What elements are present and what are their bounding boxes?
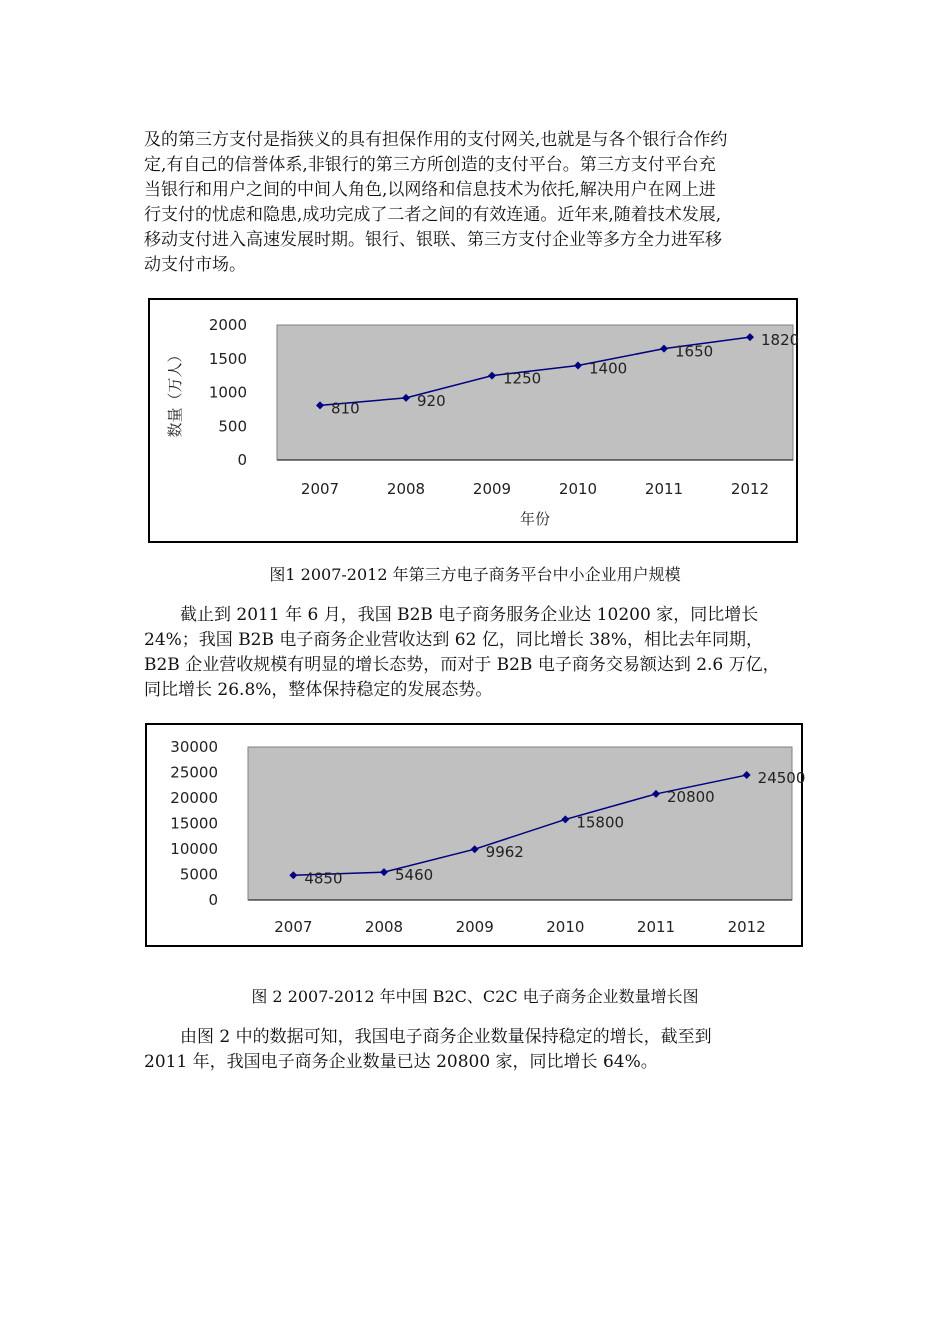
data-label: 5460	[395, 866, 434, 885]
y-tick-label: 25000	[170, 763, 218, 782]
paragraph-line: 由图 2 中的数据可知，我国电子商务企业数量保持稳定的增长，截至到	[180, 1027, 712, 1047]
paragraph-line: 及的第三方支付是指狭义的具有担保作用的支付网关,也就是与各个银行合作约	[144, 130, 728, 150]
x-axis-title: 年份	[519, 510, 551, 528]
data-label: 920	[417, 391, 446, 410]
paragraph-line: 24%；我国 B2B 电子商务企业营收达到 62 亿，同比增长 38%，相比去年同期，	[144, 630, 764, 650]
chart-1	[150, 300, 800, 545]
paragraph-3	[144, 1025, 809, 1075]
data-label: 24500	[757, 769, 805, 788]
paragraph-line: 移动支付进入高速发展时期。银行、银联、第三方支付企业等多方全力进军移	[144, 230, 722, 250]
data-label: 15800	[576, 813, 625, 832]
chart-2	[147, 725, 805, 949]
paragraph-1	[144, 128, 809, 278]
paragraph-line: 截止到 2011 年 6 月，我国 B2B 电子商务服务企业达 10200 家，同比增长	[180, 605, 759, 625]
chart-2-frame	[145, 723, 803, 947]
figure-1-caption: 图1 2007-2012 年第三方电子商务平台中小企业用户规模	[269, 565, 681, 584]
x-tick-label: 2007	[274, 918, 313, 936]
y-tick-label: 5000	[179, 865, 218, 884]
y-axis-title: 数量（万人）	[166, 347, 184, 438]
x-tick-label: 2011	[644, 480, 684, 498]
data-label: 1650	[675, 342, 714, 361]
data-label: 1820	[761, 331, 800, 350]
y-tick-label: 0	[208, 891, 218, 909]
x-tick-label: 2008	[386, 480, 426, 498]
y-tick-label: 0	[237, 451, 247, 469]
paragraph-line: 同比增长 26.8%，整体保持稳定的发展态势。	[144, 680, 493, 700]
paragraph-line: 2011 年，我国电子商务企业数量已达 20800 家，同比增长 64%。	[144, 1052, 658, 1072]
paragraph-line: 行支付的忧虑和隐患,成功完成了二者之间的有效连通。近年来,随着技术发展,	[144, 205, 722, 225]
x-tick-label: 2009	[472, 480, 512, 498]
y-tick-label: 1000	[208, 383, 247, 402]
x-tick-label: 2009	[455, 918, 494, 936]
x-tick-label: 2012	[730, 480, 770, 498]
paragraph-line: 动支付市场。	[144, 255, 246, 275]
x-tick-label: 2008	[364, 918, 404, 936]
data-label: 9962	[485, 843, 524, 862]
x-tick-label: 2012	[727, 918, 766, 936]
x-tick-label: 2011	[636, 918, 676, 936]
data-label: 20800	[667, 787, 715, 806]
paragraph-line: B2B 企业营收规模有明显的增长态势，而对于 B2B 电子商务交易额达到 2.6 万亿，	[144, 655, 780, 675]
y-tick-label: 500	[218, 417, 247, 436]
paragraph-2	[144, 603, 809, 703]
data-label: 4850	[304, 869, 343, 888]
y-tick-label: 15000	[170, 814, 218, 833]
y-tick-label: 1500	[208, 349, 247, 368]
y-tick-label: 20000	[170, 789, 218, 807]
paragraph-line: 定,有自己的信誉体系,非银行的第三方所创造的支付平台。第三方支付平台充	[144, 155, 716, 175]
chart-1-frame	[148, 298, 798, 543]
x-tick-label: 2010	[546, 918, 585, 936]
y-tick-label: 30000	[170, 738, 218, 756]
figure-2-caption: 图 2 2007-2012 年中国 B2C、C2C 电子商务企业数量增长图	[251, 987, 699, 1006]
x-tick-label: 2010	[558, 480, 598, 498]
x-tick-label: 2007	[300, 480, 340, 498]
data-label: 810	[331, 399, 360, 418]
plot-area	[277, 325, 793, 460]
paragraph-line: 当银行和用户之间的中间人角色,以网络和信息技术为依托,解决用户在网上进	[144, 180, 716, 200]
y-tick-label: 10000	[170, 840, 218, 858]
data-label: 1250	[503, 369, 542, 388]
y-tick-label: 2000	[208, 316, 247, 334]
data-label: 1400	[589, 359, 628, 378]
